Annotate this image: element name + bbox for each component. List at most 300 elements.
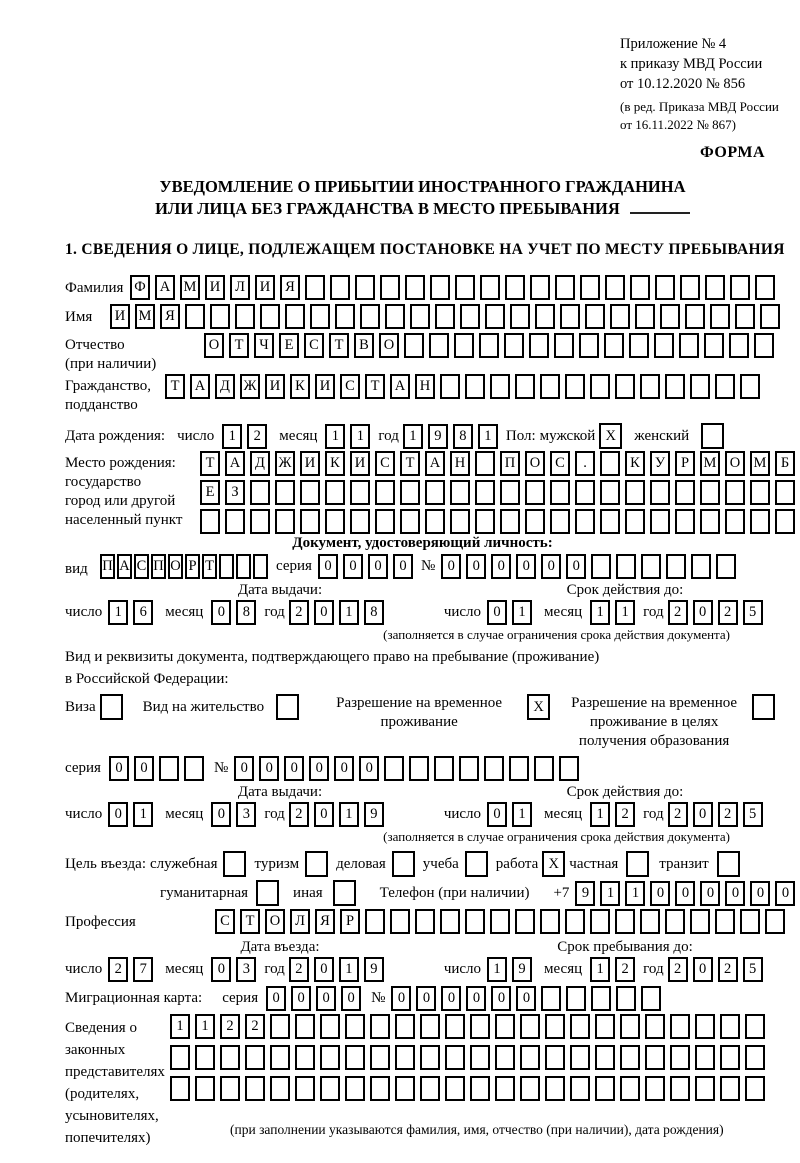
char-cell[interactable] — [320, 1076, 340, 1101]
char-cell[interactable]: 0 — [316, 986, 336, 1011]
char-cell[interactable] — [620, 1076, 640, 1101]
char-cell[interactable] — [400, 509, 420, 534]
char-cell[interactable] — [475, 480, 495, 505]
char-cell[interactable]: X — [542, 851, 565, 877]
char-cell[interactable]: А — [190, 374, 210, 399]
char-cell[interactable] — [210, 304, 230, 329]
stay-series-boxes[interactable] — [109, 756, 204, 781]
char-cell[interactable]: П — [500, 451, 520, 476]
char-cell[interactable] — [695, 1045, 715, 1070]
char-cell[interactable]: 0 — [750, 881, 770, 906]
char-cell[interactable] — [390, 909, 410, 934]
char-cell[interactable]: 0 — [693, 957, 713, 982]
char-cell[interactable] — [184, 756, 204, 781]
char-cell[interactable] — [725, 509, 745, 534]
char-cell[interactable]: 9 — [428, 424, 448, 449]
purpose-private-checkbox[interactable] — [626, 851, 649, 877]
char-cell[interactable] — [485, 304, 505, 329]
char-cell[interactable] — [440, 374, 460, 399]
char-cell[interactable] — [370, 1076, 390, 1101]
char-cell[interactable] — [645, 1014, 665, 1039]
char-cell[interactable] — [579, 333, 599, 358]
char-cell[interactable] — [220, 1045, 240, 1070]
char-cell[interactable]: 5 — [743, 600, 763, 625]
char-cell[interactable]: 0 — [541, 554, 561, 579]
char-cell[interactable] — [641, 554, 661, 579]
char-cell[interactable]: 0 — [566, 554, 586, 579]
char-cell[interactable] — [375, 480, 395, 505]
char-cell[interactable]: 0 — [134, 756, 154, 781]
char-cell[interactable] — [170, 1076, 190, 1101]
char-cell[interactable] — [305, 851, 328, 877]
char-cell[interactable] — [335, 304, 355, 329]
char-cell[interactable]: С — [134, 554, 149, 579]
char-cell[interactable] — [715, 909, 735, 934]
char-cell[interactable]: 2 — [718, 802, 738, 827]
char-cell[interactable] — [509, 756, 529, 781]
char-cell[interactable] — [545, 1076, 565, 1101]
char-cell[interactable] — [660, 304, 680, 329]
char-cell[interactable]: 2 — [718, 957, 738, 982]
char-cell[interactable]: 1 — [350, 424, 370, 449]
char-cell[interactable] — [529, 333, 549, 358]
char-cell[interactable] — [450, 480, 470, 505]
char-cell[interactable] — [420, 1014, 440, 1039]
char-cell[interactable]: 0 — [343, 554, 363, 579]
char-cell[interactable] — [745, 1045, 765, 1070]
char-cell[interactable]: Я — [160, 304, 180, 329]
char-cell[interactable]: 1 — [339, 957, 359, 982]
char-cell[interactable]: Н — [450, 451, 470, 476]
char-cell[interactable]: 0 — [516, 554, 536, 579]
birth-month-boxes[interactable] — [325, 424, 370, 449]
char-cell[interactable] — [752, 694, 775, 720]
char-cell[interactable] — [545, 1014, 565, 1039]
char-cell[interactable] — [460, 304, 480, 329]
char-cell[interactable] — [300, 509, 320, 534]
char-cell[interactable]: 0 — [284, 756, 304, 781]
char-cell[interactable] — [530, 275, 550, 300]
char-cell[interactable]: И — [300, 451, 320, 476]
char-cell[interactable] — [430, 275, 450, 300]
doc-number-boxes[interactable] — [441, 554, 736, 579]
char-cell[interactable] — [740, 374, 760, 399]
char-cell[interactable]: С — [340, 374, 360, 399]
char-cell[interactable] — [545, 1045, 565, 1070]
char-cell[interactable] — [670, 1045, 690, 1070]
char-cell[interactable] — [195, 1076, 215, 1101]
char-cell[interactable] — [185, 304, 205, 329]
char-cell[interactable] — [320, 1045, 340, 1070]
char-cell[interactable]: С — [215, 909, 235, 934]
char-cell[interactable] — [410, 304, 430, 329]
char-cell[interactable]: О — [379, 333, 399, 358]
char-cell[interactable] — [370, 1045, 390, 1070]
char-cell[interactable]: 0 — [441, 554, 461, 579]
char-cell[interactable]: Ф — [130, 275, 150, 300]
purpose-work-checkbox[interactable] — [542, 851, 565, 877]
char-cell[interactable]: 0 — [650, 881, 670, 906]
char-cell[interactable]: С — [304, 333, 324, 358]
char-cell[interactable] — [705, 275, 725, 300]
char-cell[interactable] — [515, 374, 535, 399]
char-cell[interactable] — [345, 1076, 365, 1101]
char-cell[interactable]: 0 — [211, 600, 231, 625]
char-cell[interactable]: 8 — [453, 424, 473, 449]
char-cell[interactable] — [425, 480, 445, 505]
char-cell[interactable]: 0 — [314, 600, 334, 625]
char-cell[interactable] — [510, 304, 530, 329]
char-cell[interactable]: 1 — [195, 1014, 215, 1039]
char-cell[interactable]: А — [390, 374, 410, 399]
char-cell[interactable] — [465, 851, 488, 877]
char-cell[interactable]: Б — [775, 451, 795, 476]
char-cell[interactable]: 1 — [487, 957, 507, 982]
char-cell[interactable] — [585, 304, 605, 329]
char-cell[interactable]: 1 — [222, 424, 242, 449]
char-cell[interactable] — [395, 1076, 415, 1101]
temp-residence-education-checkbox[interactable] — [752, 694, 775, 720]
char-cell[interactable] — [554, 333, 574, 358]
char-cell[interactable] — [325, 480, 345, 505]
char-cell[interactable] — [715, 374, 735, 399]
char-cell[interactable] — [515, 909, 535, 934]
char-cell[interactable] — [235, 304, 255, 329]
char-cell[interactable]: 6 — [133, 600, 153, 625]
char-cell[interactable] — [700, 509, 720, 534]
char-cell[interactable]: 0 — [491, 554, 511, 579]
char-cell[interactable] — [685, 304, 705, 329]
char-cell[interactable] — [253, 554, 268, 579]
char-cell[interactable] — [654, 333, 674, 358]
char-cell[interactable] — [415, 909, 435, 934]
char-cell[interactable]: 2 — [718, 600, 738, 625]
char-cell[interactable] — [520, 1014, 540, 1039]
char-cell[interactable] — [330, 275, 350, 300]
birth-year-boxes[interactable] — [403, 424, 498, 449]
char-cell[interactable] — [223, 851, 246, 877]
char-cell[interactable]: 0 — [266, 986, 286, 1011]
char-cell[interactable] — [380, 275, 400, 300]
char-cell[interactable] — [560, 304, 580, 329]
char-cell[interactable]: 1 — [478, 424, 498, 449]
char-cell[interactable] — [580, 275, 600, 300]
char-cell[interactable]: Л — [290, 909, 310, 934]
char-cell[interactable]: Р — [675, 451, 695, 476]
char-cell[interactable]: Т — [400, 451, 420, 476]
stay-until-day-boxes[interactable] — [487, 957, 532, 982]
char-cell[interactable] — [675, 480, 695, 505]
char-cell[interactable] — [475, 451, 495, 476]
char-cell[interactable]: К — [290, 374, 310, 399]
purpose-transit-checkbox[interactable] — [717, 851, 740, 877]
char-cell[interactable] — [525, 509, 545, 534]
stay-until-day-boxes[interactable] — [487, 802, 532, 827]
char-cell[interactable]: 0 — [725, 881, 745, 906]
char-cell[interactable] — [504, 333, 524, 358]
char-cell[interactable] — [595, 1045, 615, 1070]
char-cell[interactable]: 0 — [491, 986, 511, 1011]
char-cell[interactable] — [750, 480, 770, 505]
char-cell[interactable] — [236, 554, 251, 579]
char-cell[interactable] — [345, 1045, 365, 1070]
char-cell[interactable]: 1 — [133, 802, 153, 827]
char-cell[interactable] — [730, 275, 750, 300]
char-cell[interactable] — [470, 1076, 490, 1101]
char-cell[interactable] — [360, 304, 380, 329]
char-cell[interactable]: К — [325, 451, 345, 476]
char-cell[interactable] — [745, 1076, 765, 1101]
char-cell[interactable]: И — [265, 374, 285, 399]
char-cell[interactable] — [679, 333, 699, 358]
char-cell[interactable] — [429, 333, 449, 358]
char-cell[interactable]: 1 — [339, 802, 359, 827]
char-cell[interactable]: 9 — [364, 802, 384, 827]
char-cell[interactable] — [595, 1076, 615, 1101]
char-cell[interactable]: 0 — [108, 802, 128, 827]
char-cell[interactable]: 2 — [108, 957, 128, 982]
char-cell[interactable] — [725, 480, 745, 505]
char-cell[interactable]: И — [350, 451, 370, 476]
char-cell[interactable] — [666, 554, 686, 579]
char-cell[interactable] — [695, 1076, 715, 1101]
char-cell[interactable] — [655, 275, 675, 300]
char-cell[interactable] — [295, 1045, 315, 1070]
char-cell[interactable] — [404, 333, 424, 358]
char-cell[interactable]: 0 — [341, 986, 361, 1011]
legal-reps-row3[interactable] — [170, 1076, 765, 1101]
char-cell[interactable] — [405, 275, 425, 300]
char-cell[interactable] — [690, 374, 710, 399]
char-cell[interactable]: 0 — [359, 756, 379, 781]
char-cell[interactable]: 5 — [743, 802, 763, 827]
char-cell[interactable] — [640, 374, 660, 399]
char-cell[interactable]: А — [225, 451, 245, 476]
char-cell[interactable] — [440, 909, 460, 934]
stay-until-year-boxes[interactable] — [668, 802, 763, 827]
char-cell[interactable]: О — [725, 451, 745, 476]
char-cell[interactable] — [454, 333, 474, 358]
char-cell[interactable]: Д — [250, 451, 270, 476]
char-cell[interactable] — [370, 1014, 390, 1039]
char-cell[interactable]: 0 — [466, 986, 486, 1011]
migration-number-boxes[interactable] — [391, 986, 661, 1011]
char-cell[interactable] — [520, 1045, 540, 1070]
char-cell[interactable] — [625, 480, 645, 505]
char-cell[interactable] — [626, 851, 649, 877]
char-cell[interactable] — [445, 1076, 465, 1101]
char-cell[interactable]: 0 — [466, 554, 486, 579]
char-cell[interactable] — [704, 333, 724, 358]
char-cell[interactable] — [616, 554, 636, 579]
char-cell[interactable]: 0 — [516, 986, 536, 1011]
char-cell[interactable]: 2 — [245, 1014, 265, 1039]
char-cell[interactable] — [550, 509, 570, 534]
char-cell[interactable] — [630, 275, 650, 300]
char-cell[interactable]: 1 — [615, 600, 635, 625]
issue-year-boxes[interactable] — [289, 600, 384, 625]
char-cell[interactable]: 8 — [364, 600, 384, 625]
char-cell[interactable]: 0 — [675, 881, 695, 906]
char-cell[interactable] — [479, 333, 499, 358]
char-cell[interactable]: 0 — [487, 600, 507, 625]
char-cell[interactable]: 3 — [236, 957, 256, 982]
char-cell[interactable] — [540, 909, 560, 934]
stay-until-month-boxes[interactable] — [590, 802, 635, 827]
char-cell[interactable]: О — [204, 333, 224, 358]
char-cell[interactable]: И — [205, 275, 225, 300]
char-cell[interactable]: М — [180, 275, 200, 300]
char-cell[interactable]: 8 — [236, 600, 256, 625]
char-cell[interactable] — [395, 1014, 415, 1039]
birth-place-row3[interactable] — [200, 509, 795, 534]
char-cell[interactable] — [219, 554, 234, 579]
char-cell[interactable]: 1 — [108, 600, 128, 625]
residence-permit-checkbox[interactable] — [276, 694, 299, 720]
char-cell[interactable]: 0 — [314, 802, 334, 827]
char-cell[interactable] — [600, 451, 620, 476]
char-cell[interactable] — [570, 1014, 590, 1039]
char-cell[interactable] — [195, 1045, 215, 1070]
char-cell[interactable]: 0 — [334, 756, 354, 781]
char-cell[interactable] — [445, 1014, 465, 1039]
char-cell[interactable] — [710, 304, 730, 329]
char-cell[interactable]: О — [525, 451, 545, 476]
char-cell[interactable]: 0 — [211, 957, 231, 982]
char-cell[interactable] — [480, 275, 500, 300]
char-cell[interactable] — [745, 1014, 765, 1039]
char-cell[interactable]: 0 — [487, 802, 507, 827]
char-cell[interactable] — [250, 480, 270, 505]
char-cell[interactable] — [591, 986, 611, 1011]
char-cell[interactable]: Т — [229, 333, 249, 358]
visa-checkbox[interactable] — [100, 694, 123, 720]
profession-boxes[interactable] — [215, 909, 785, 934]
until-month-boxes[interactable] — [590, 600, 635, 625]
surname-boxes[interactable] — [130, 275, 775, 300]
char-cell[interactable]: Т — [365, 374, 385, 399]
char-cell[interactable]: 0 — [700, 881, 720, 906]
char-cell[interactable]: 2 — [289, 957, 309, 982]
stay-until-year-boxes[interactable] — [668, 957, 763, 982]
purpose-tourism-checkbox[interactable] — [305, 851, 328, 877]
char-cell[interactable] — [650, 509, 670, 534]
char-cell[interactable]: 1 — [512, 802, 532, 827]
char-cell[interactable]: 1 — [590, 600, 610, 625]
char-cell[interactable] — [520, 1076, 540, 1101]
char-cell[interactable]: 0 — [259, 756, 279, 781]
citizenship-boxes[interactable] — [165, 374, 760, 399]
char-cell[interactable] — [425, 509, 445, 534]
char-cell[interactable]: 0 — [368, 554, 388, 579]
char-cell[interactable]: А — [425, 451, 445, 476]
char-cell[interactable] — [535, 304, 555, 329]
char-cell[interactable]: 0 — [314, 957, 334, 982]
char-cell[interactable]: 2 — [615, 957, 635, 982]
char-cell[interactable] — [495, 1076, 515, 1101]
char-cell[interactable] — [625, 509, 645, 534]
char-cell[interactable] — [570, 1045, 590, 1070]
char-cell[interactable] — [250, 509, 270, 534]
char-cell[interactable]: 2 — [289, 802, 309, 827]
char-cell[interactable] — [350, 480, 370, 505]
char-cell[interactable]: И — [110, 304, 130, 329]
char-cell[interactable] — [541, 986, 561, 1011]
char-cell[interactable] — [495, 1014, 515, 1039]
char-cell[interactable] — [590, 909, 610, 934]
char-cell[interactable] — [435, 304, 455, 329]
issue-month-boxes[interactable] — [211, 600, 256, 625]
char-cell[interactable]: К — [625, 451, 645, 476]
char-cell[interactable]: . — [575, 451, 595, 476]
char-cell[interactable] — [650, 480, 670, 505]
char-cell[interactable]: О — [168, 554, 183, 579]
char-cell[interactable]: Я — [280, 275, 300, 300]
char-cell[interactable] — [270, 1014, 290, 1039]
char-cell[interactable] — [775, 509, 795, 534]
char-cell[interactable]: 2 — [247, 424, 267, 449]
char-cell[interactable] — [691, 554, 711, 579]
char-cell[interactable] — [159, 756, 179, 781]
migration-series-boxes[interactable] — [266, 986, 361, 1011]
char-cell[interactable] — [345, 1014, 365, 1039]
char-cell[interactable]: 0 — [291, 986, 311, 1011]
doc-series-boxes[interactable] — [318, 554, 413, 579]
char-cell[interactable] — [256, 880, 279, 906]
birth-day-boxes[interactable] — [222, 424, 267, 449]
char-cell[interactable] — [645, 1076, 665, 1101]
char-cell[interactable]: 9 — [364, 957, 384, 982]
char-cell[interactable]: 0 — [393, 554, 413, 579]
char-cell[interactable] — [392, 851, 415, 877]
char-cell[interactable] — [670, 1076, 690, 1101]
char-cell[interactable] — [305, 275, 325, 300]
char-cell[interactable] — [310, 304, 330, 329]
sex-male-checkbox[interactable] — [599, 423, 622, 449]
char-cell[interactable] — [400, 480, 420, 505]
char-cell[interactable] — [333, 880, 356, 906]
char-cell[interactable]: Ч — [254, 333, 274, 358]
char-cell[interactable] — [629, 333, 649, 358]
char-cell[interactable]: 1 — [625, 881, 645, 906]
char-cell[interactable] — [200, 509, 220, 534]
char-cell[interactable] — [385, 304, 405, 329]
char-cell[interactable] — [680, 275, 700, 300]
char-cell[interactable] — [605, 275, 625, 300]
char-cell[interactable] — [635, 304, 655, 329]
char-cell[interactable]: 3 — [236, 802, 256, 827]
char-cell[interactable]: О — [265, 909, 285, 934]
char-cell[interactable]: 2 — [289, 600, 309, 625]
char-cell[interactable]: Т — [240, 909, 260, 934]
char-cell[interactable]: 7 — [133, 957, 153, 982]
purpose-humanitarian-checkbox[interactable] — [256, 880, 279, 906]
char-cell[interactable]: 2 — [668, 600, 688, 625]
char-cell[interactable]: X — [599, 423, 622, 449]
temp-residence-checkbox[interactable] — [527, 694, 550, 720]
char-cell[interactable] — [220, 1076, 240, 1101]
until-day-boxes[interactable] — [487, 600, 532, 625]
char-cell[interactable]: 5 — [743, 957, 763, 982]
char-cell[interactable]: 0 — [318, 554, 338, 579]
char-cell[interactable] — [720, 1014, 740, 1039]
char-cell[interactable]: Т — [329, 333, 349, 358]
char-cell[interactable] — [500, 480, 520, 505]
char-cell[interactable] — [484, 756, 504, 781]
phone-boxes[interactable] — [575, 881, 800, 906]
char-cell[interactable] — [420, 1076, 440, 1101]
char-cell[interactable] — [395, 1045, 415, 1070]
